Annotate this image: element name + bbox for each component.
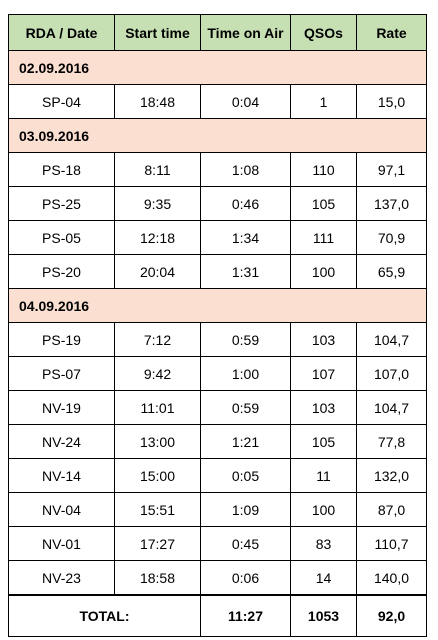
rate-cell: 97,1 [357,153,427,187]
start-time-cell: 18:48 [115,85,201,119]
header-row [9,15,427,51]
table-container [8,14,427,637]
start-time-cell: 9:42 [115,357,201,391]
time-on-air-cell: 0:59 [201,391,291,425]
table-row [9,85,427,119]
time-on-air-cell: 0:04 [201,85,291,119]
header-qsos: QSOs [291,15,357,51]
start-time-cell: 7:12 [115,323,201,357]
rate-cell: 110,7 [357,527,427,561]
header-time-on-air: Time on Air [201,15,291,51]
table-row [9,493,427,527]
total-row [9,595,427,637]
rda-cell: PS-07 [9,357,115,391]
qsos-cell: 105 [291,425,357,459]
qsos-cell: 11 [291,459,357,493]
start-time-cell: 11:01 [115,391,201,425]
total-qsos: 1053 [291,595,357,637]
rda-cell: PS-18 [9,153,115,187]
start-time-cell: 17:27 [115,527,201,561]
table-row [9,323,427,357]
table-row [9,255,427,289]
rda-cell: PS-05 [9,221,115,255]
rda-cell: NV-19 [9,391,115,425]
start-time-cell: 12:18 [115,221,201,255]
qsos-cell: 100 [291,493,357,527]
qsos-cell: 1 [291,85,357,119]
time-on-air-cell: 0:06 [201,561,291,596]
rate-cell: 104,7 [357,323,427,357]
date-row [9,51,427,85]
start-time-cell: 15:00 [115,459,201,493]
rate-cell: 65,9 [357,255,427,289]
header-start-time: Start time [115,15,201,51]
rate-cell: 137,0 [357,187,427,221]
qsos-cell: 100 [291,255,357,289]
rda-cell: PS-20 [9,255,115,289]
rate-cell: 104,7 [357,391,427,425]
rate-cell: 77,8 [357,425,427,459]
start-time-cell: 20:04 [115,255,201,289]
time-on-air-cell: 1:00 [201,357,291,391]
rate-cell: 87,0 [357,493,427,527]
rate-cell: 107,0 [357,357,427,391]
time-on-air-cell: 0:45 [201,527,291,561]
total-rate: 92,0 [357,595,427,637]
rate-cell: 140,0 [357,561,427,596]
rate-cell: 70,9 [357,221,427,255]
qsos-cell: 105 [291,187,357,221]
table-row [9,187,427,221]
header-rda-date: RDA / Date [9,15,115,51]
rda-cell: PS-19 [9,323,115,357]
start-time-cell: 9:35 [115,187,201,221]
total-time-on-air: 11:27 [201,595,291,637]
date-row [9,289,427,323]
time-on-air-cell: 1:21 [201,425,291,459]
rda-cell: NV-24 [9,425,115,459]
total-label: TOTAL: [9,595,201,637]
start-time-cell: 8:11 [115,153,201,187]
table-row [9,459,427,493]
qsos-cell: 103 [291,391,357,425]
time-on-air-cell: 1:31 [201,255,291,289]
time-on-air-cell: 1:34 [201,221,291,255]
qsos-cell: 111 [291,221,357,255]
rda-cell: NV-23 [9,561,115,596]
rate-cell: 15,0 [357,85,427,119]
time-on-air-cell: 1:09 [201,493,291,527]
time-on-air-cell: 1:08 [201,153,291,187]
rda-activity-table [8,14,427,637]
rate-cell: 132,0 [357,459,427,493]
table-row [9,527,427,561]
qsos-cell: 110 [291,153,357,187]
time-on-air-cell: 0:05 [201,459,291,493]
rda-cell: NV-01 [9,527,115,561]
rda-cell: NV-14 [9,459,115,493]
rda-cell: PS-25 [9,187,115,221]
date-cell: 02.09.2016 [9,51,427,85]
date-cell: 04.09.2016 [9,289,427,323]
table-row [9,391,427,425]
qsos-cell: 83 [291,527,357,561]
time-on-air-cell: 0:46 [201,187,291,221]
table-row [9,561,427,596]
date-cell: 03.09.2016 [9,119,427,153]
date-row [9,119,427,153]
table-body [9,51,427,596]
table-row [9,153,427,187]
start-time-cell: 15:51 [115,493,201,527]
qsos-cell: 107 [291,357,357,391]
rda-cell: SP-04 [9,85,115,119]
table-row [9,357,427,391]
start-time-cell: 13:00 [115,425,201,459]
qsos-cell: 103 [291,323,357,357]
header-rate: Rate [357,15,427,51]
table-row [9,221,427,255]
qsos-cell: 14 [291,561,357,596]
start-time-cell: 18:58 [115,561,201,596]
rda-cell: NV-04 [9,493,115,527]
table-row [9,425,427,459]
time-on-air-cell: 0:59 [201,323,291,357]
